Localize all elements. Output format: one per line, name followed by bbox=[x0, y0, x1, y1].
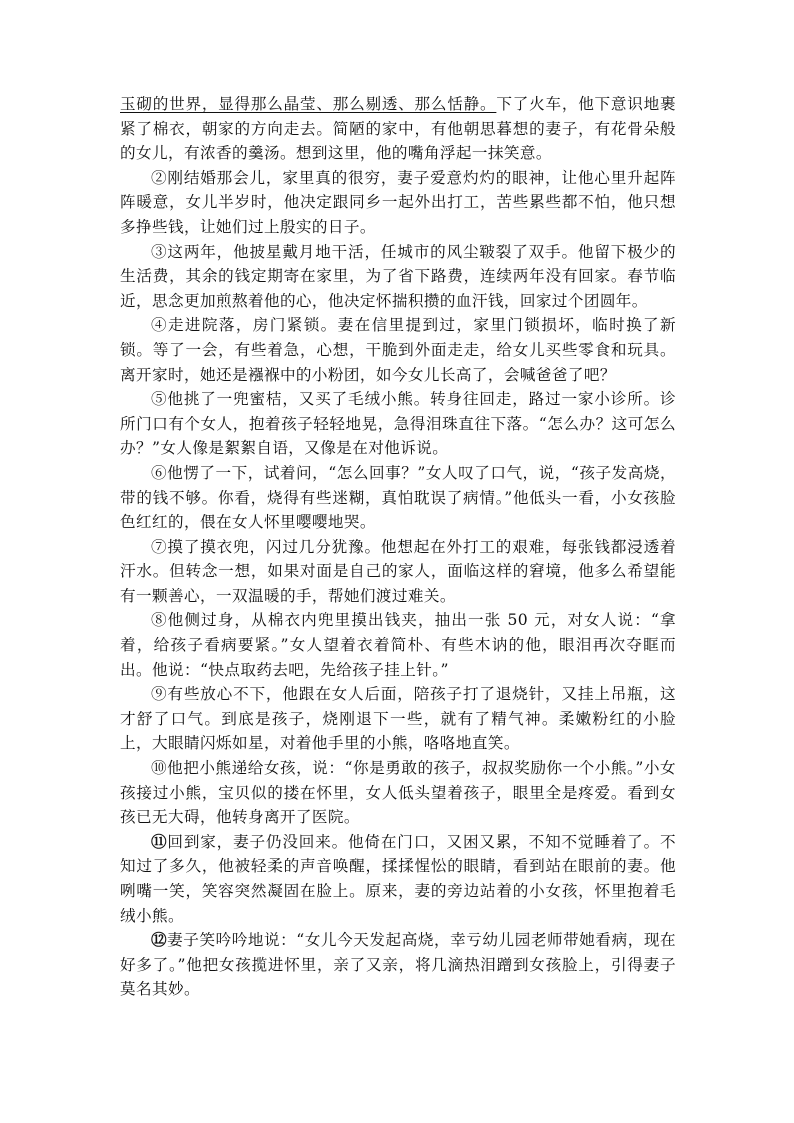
paragraph-2: ②刚结婚那会儿，家里真的很穷，妻子爱意灼灼的眼神，让他心里升起阵阵暖意，女儿半岁时，他决定跟同乡一起外出打工，苦些累些都不怕，他只想多挣些钱，让她们过上殷实的日子。 bbox=[120, 168, 676, 236]
paragraph-1 bbox=[120, 92, 676, 166]
paragraph-11-number: ⑪ bbox=[151, 831, 168, 851]
paragraph-8: ⑧他侧过身，从棉衣内兜里摸出钱夹，抽出一张 50 元，对女人说：“拿着，给孩子看病要紧。”女人望着衣着简朴、有些木讷的他，眼泪再次夺眶而出。他说：“快点取药去吧，先给孩子挂上针。” bbox=[120, 611, 676, 679]
paragraph-5: ⑤他挑了一兜蜜桔，又买了毛绒小熊。转身往回走，路过一家小诊所。诊所门口有个女人，抱着孩子轻轻地晃，急得泪珠直往下落。“怎么办？这可怎么办？”女人像是絮絮自语，又像是在对他诉说。 bbox=[120, 390, 676, 458]
article-body bbox=[120, 92, 676, 1002]
paragraph-11-text: 回到家，妻子仍没回来。他倚在门口，又困又累，不知不觉睡着了。不知过了多久，他被轻柔的声音唤醒，揉揉惺忪的眼睛，看到站在眼前的妻。他咧嘴一笑，笑容突然凝固在脸上。原来，妻的旁边站着的小女孩，怀里抱着毛绒小熊。 bbox=[120, 832, 676, 925]
paragraph-11 bbox=[120, 830, 676, 928]
paragraph-6: ⑥他愣了一下，试着问，“怎么回事？”女人叹了口气，说，“孩子发高烧，带的钱不够。你看，烧得有些迷糊，真怕耽误了病情。”他低头一看，小女孩脸色红红的，偎在女人怀里嘤嘤地哭。 bbox=[120, 463, 676, 532]
paragraph-7: ⑦摸了摸衣兜，闪过几分犹豫。他想起在外打工的艰难，每张钱都浸透着汗水。但转念一想，如果对面是自己的家人，面临这样的窘境，他多么希望能有一颗善心，一双温暖的手，帮她们渡过难关。 bbox=[120, 537, 676, 605]
paragraph-10: ⑩他把小熊递给女孩，说：“你是勇敢的孩子，叔叔奖励你一个小熊。”小女孩接过小熊，宝贝似的搂在怀里，女人低头望着孩子，眼里全是疼爱。看到女孩已无大碍，他转身离开了医院。 bbox=[120, 759, 676, 827]
paragraph-12-text: 妻子笑吟吟地说：“女儿今天发起高烧，幸亏幼儿园老师带她看病，现在好多了。”他把女孩揽进怀里，亲了又亲，将几滴热泪蹭到女孩脸上，引得妻子莫名其妙。 bbox=[120, 931, 676, 999]
paragraph-12-number: ⑫ bbox=[151, 930, 168, 950]
underlined-sentence: 玉砌的世界，显得那么晶莹、那么剔透、那么恬静。 bbox=[120, 95, 497, 113]
paragraph-1-rest: 下了火车，他下意识地裹紧了棉衣，朝家的方向走去。简陋的家中，有他朝思暮想的妻子，有花骨朵般的女儿，有浓香的羹汤。想到这里，他的嘴角浮起一抹笑意。 bbox=[120, 95, 677, 163]
paragraph-12 bbox=[120, 928, 676, 1002]
paragraph-3: ③这两年，他披星戴月地干活，任城市的风尘皲裂了双手。他留下极少的生活费，其余的钱定期寄在家里，为了省下路费，连续两年没有回家。春节临近，思念更加煎熬着他的心，他决定怀揣积攒的血汗钱，回家过个团圆年。 bbox=[120, 242, 676, 310]
paragraph-4: ④走进院落，房门紧锁。妻在信里提到过，家里门锁损坏，临时换了新锁。等了一会，有些着急，心想，干脆到外面走走，给女儿买些零食和玩具。离开家时，她还是襁褓中的小粉团，如今女儿长高了，会喊爸爸了吧？ bbox=[120, 316, 676, 384]
paragraph-9: ⑨有些放心不下，他跟在女人后面，陪孩子打了退烧针，又挂上吊瓶，这才舒了口气。到底是孩子，烧刚退下一些，就有了精气神。柔嫩粉红的小脸上，大眼睛闪烁如星，对着他手里的小熊，咯咯地直笑。 bbox=[120, 685, 676, 753]
